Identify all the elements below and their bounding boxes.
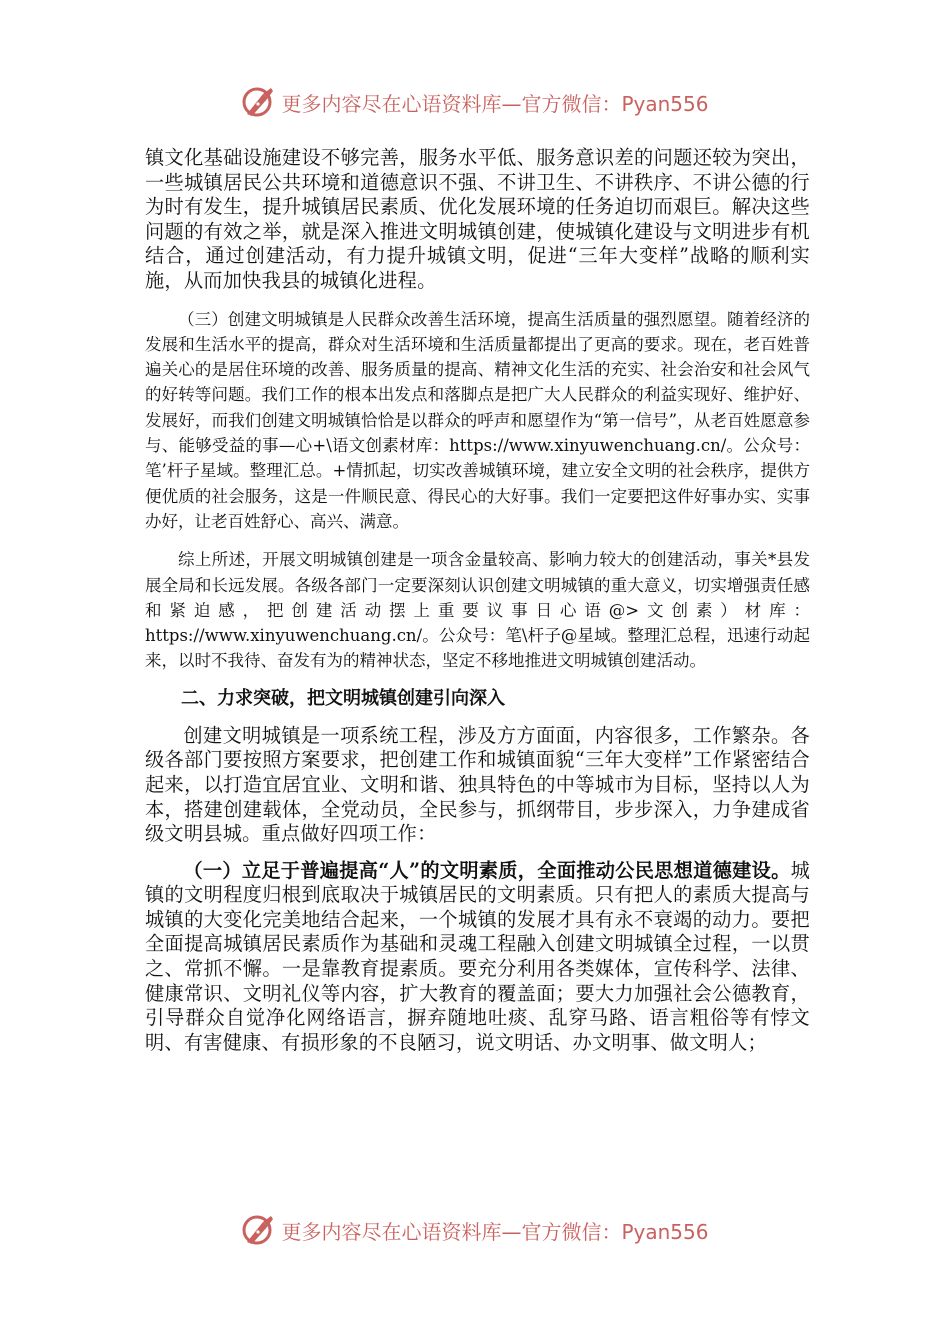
paragraph-4: 创建文明城镇是一项系统工程，涉及方方面面，内容很多，工作繁杂。各级各部门要按照方案要求，把创建工作和城镇面貌“三年大变样”工作紧密结合起来，以打造宜居宜业、文明和谐、独具特色的中等城市为目标，坚持以人为本，搭建创建载体，全党动员，全民参与，抓纲带目，步步深入，力争建成省级文明县城。重点做好四项工作： [145, 723, 810, 846]
banner-text: 更多内容尽在心语资料库—官方微信：Pyan556 [281, 1219, 709, 1244]
paragraph-5-lead: （一）立足于普遍提高“人”的文明素质，全面推动公民思想道德建设。 [183, 858, 791, 882]
section-heading-2: 二、力求突破，把文明城镇创建引向深入 [181, 687, 505, 709]
fountain-pen-logo-icon [241, 1212, 277, 1248]
paragraph-5-body: 城镇的文明程度归根到底取决于城镇居民的文明素质。只有把人的素质大提高与城镇的大变化完美地结合起来，一个城镇的发展才具有永不衰竭的动力。要把全面提高城镇居民素质作为基础和灵魂工程融入创建文明城镇全过程，一以贯之、常抓不懈。一是靠教育提素质。要充分利用各类媒体，宣传科学、法律、健康常识、文明礼仪等内容，扩大教育的覆盖面；要大力加强社会公德教育，引导群众自觉净化网络语言，摒弃随地吐痰、乱穿马路、语言粗俗等有悖文明、有害健康、有损形象的不良陋习，说文明话、办文明事、做文明人； [145, 858, 810, 1054]
paragraph-5 [145, 859, 810, 1056]
banner-text: 更多内容尽在心语资料库—官方微信：Pyan556 [281, 91, 709, 116]
footer-banner [0, 1208, 950, 1252]
fountain-pen-logo-icon [241, 84, 277, 120]
document-body [145, 146, 810, 1055]
paragraph-1: 镇文化基础设施建设不够完善，服务水平低、服务意识差的问题还较为突出，一些城镇居民公共环境和道德意识不强、不讲卫生、不讲秩序、不讲公德的行为时有发生，提升城镇居民素质、优化发展环境的任务迫切而艰巨。解决这些问题的有效之举，就是深入推进文明城镇创建，使城镇化建设与文明进步有机结合，通过创建活动，有力提升城镇文明，促进“三年大变样”战略的顺利实施，从而加快我县的城镇化进程。 [145, 146, 810, 292]
header-banner [0, 80, 950, 124]
paragraph-3: 综上所述，开展文明城镇创建是一项含金量较高、影响力较大的创建活动，事关*县发展全局和长远发展。各级各部门一定要深刻认识创建文明城镇的重大意义，切实增强责任感和紧迫感，把创建活动摆上重要议事日心语@>文创素）材库：https://www.xinyuwenchuang.cn/。公众号：笔\杆子@星域。整理汇总程，迅速行动起来，以时不我待、奋发有为的精神状态，坚定不移地推进文明城镇创建活动。 [145, 550, 810, 671]
paragraph-2: （三）创建文明城镇是人民群众改善生活环境，提高生活质量的强烈愿望。随着经济的发展和生活水平的提高，群众对生活环境和生活质量都提出了更高的要求。现在，老百姓普遍关心的是居住环境的改善、服务质量的提高、精神文化生活的充实、社会治安和社会风气的好转等问题。我们工作的根本出发点和落脚点是把广大人民群众的利益实现好、维护好、发展好，而我们创建文明城镇恰恰是以群众的呼声和愿望作为“第一信号”，从老百姓愿意参与、能够受益的事—心+\语文创素材库：https://www.xinyuwenchuang.cn/。公众号：笔’杆子星域。整理汇总。+情抓起，切实改善城镇环境，建立安全文明的社会秩序，提供方便优质的社会服务，这是一件顺民意、得民心的大好事。我们一定要把这件好事办实、实事办好，让老百姓舒心、高兴、满意。 [145, 309, 810, 531]
